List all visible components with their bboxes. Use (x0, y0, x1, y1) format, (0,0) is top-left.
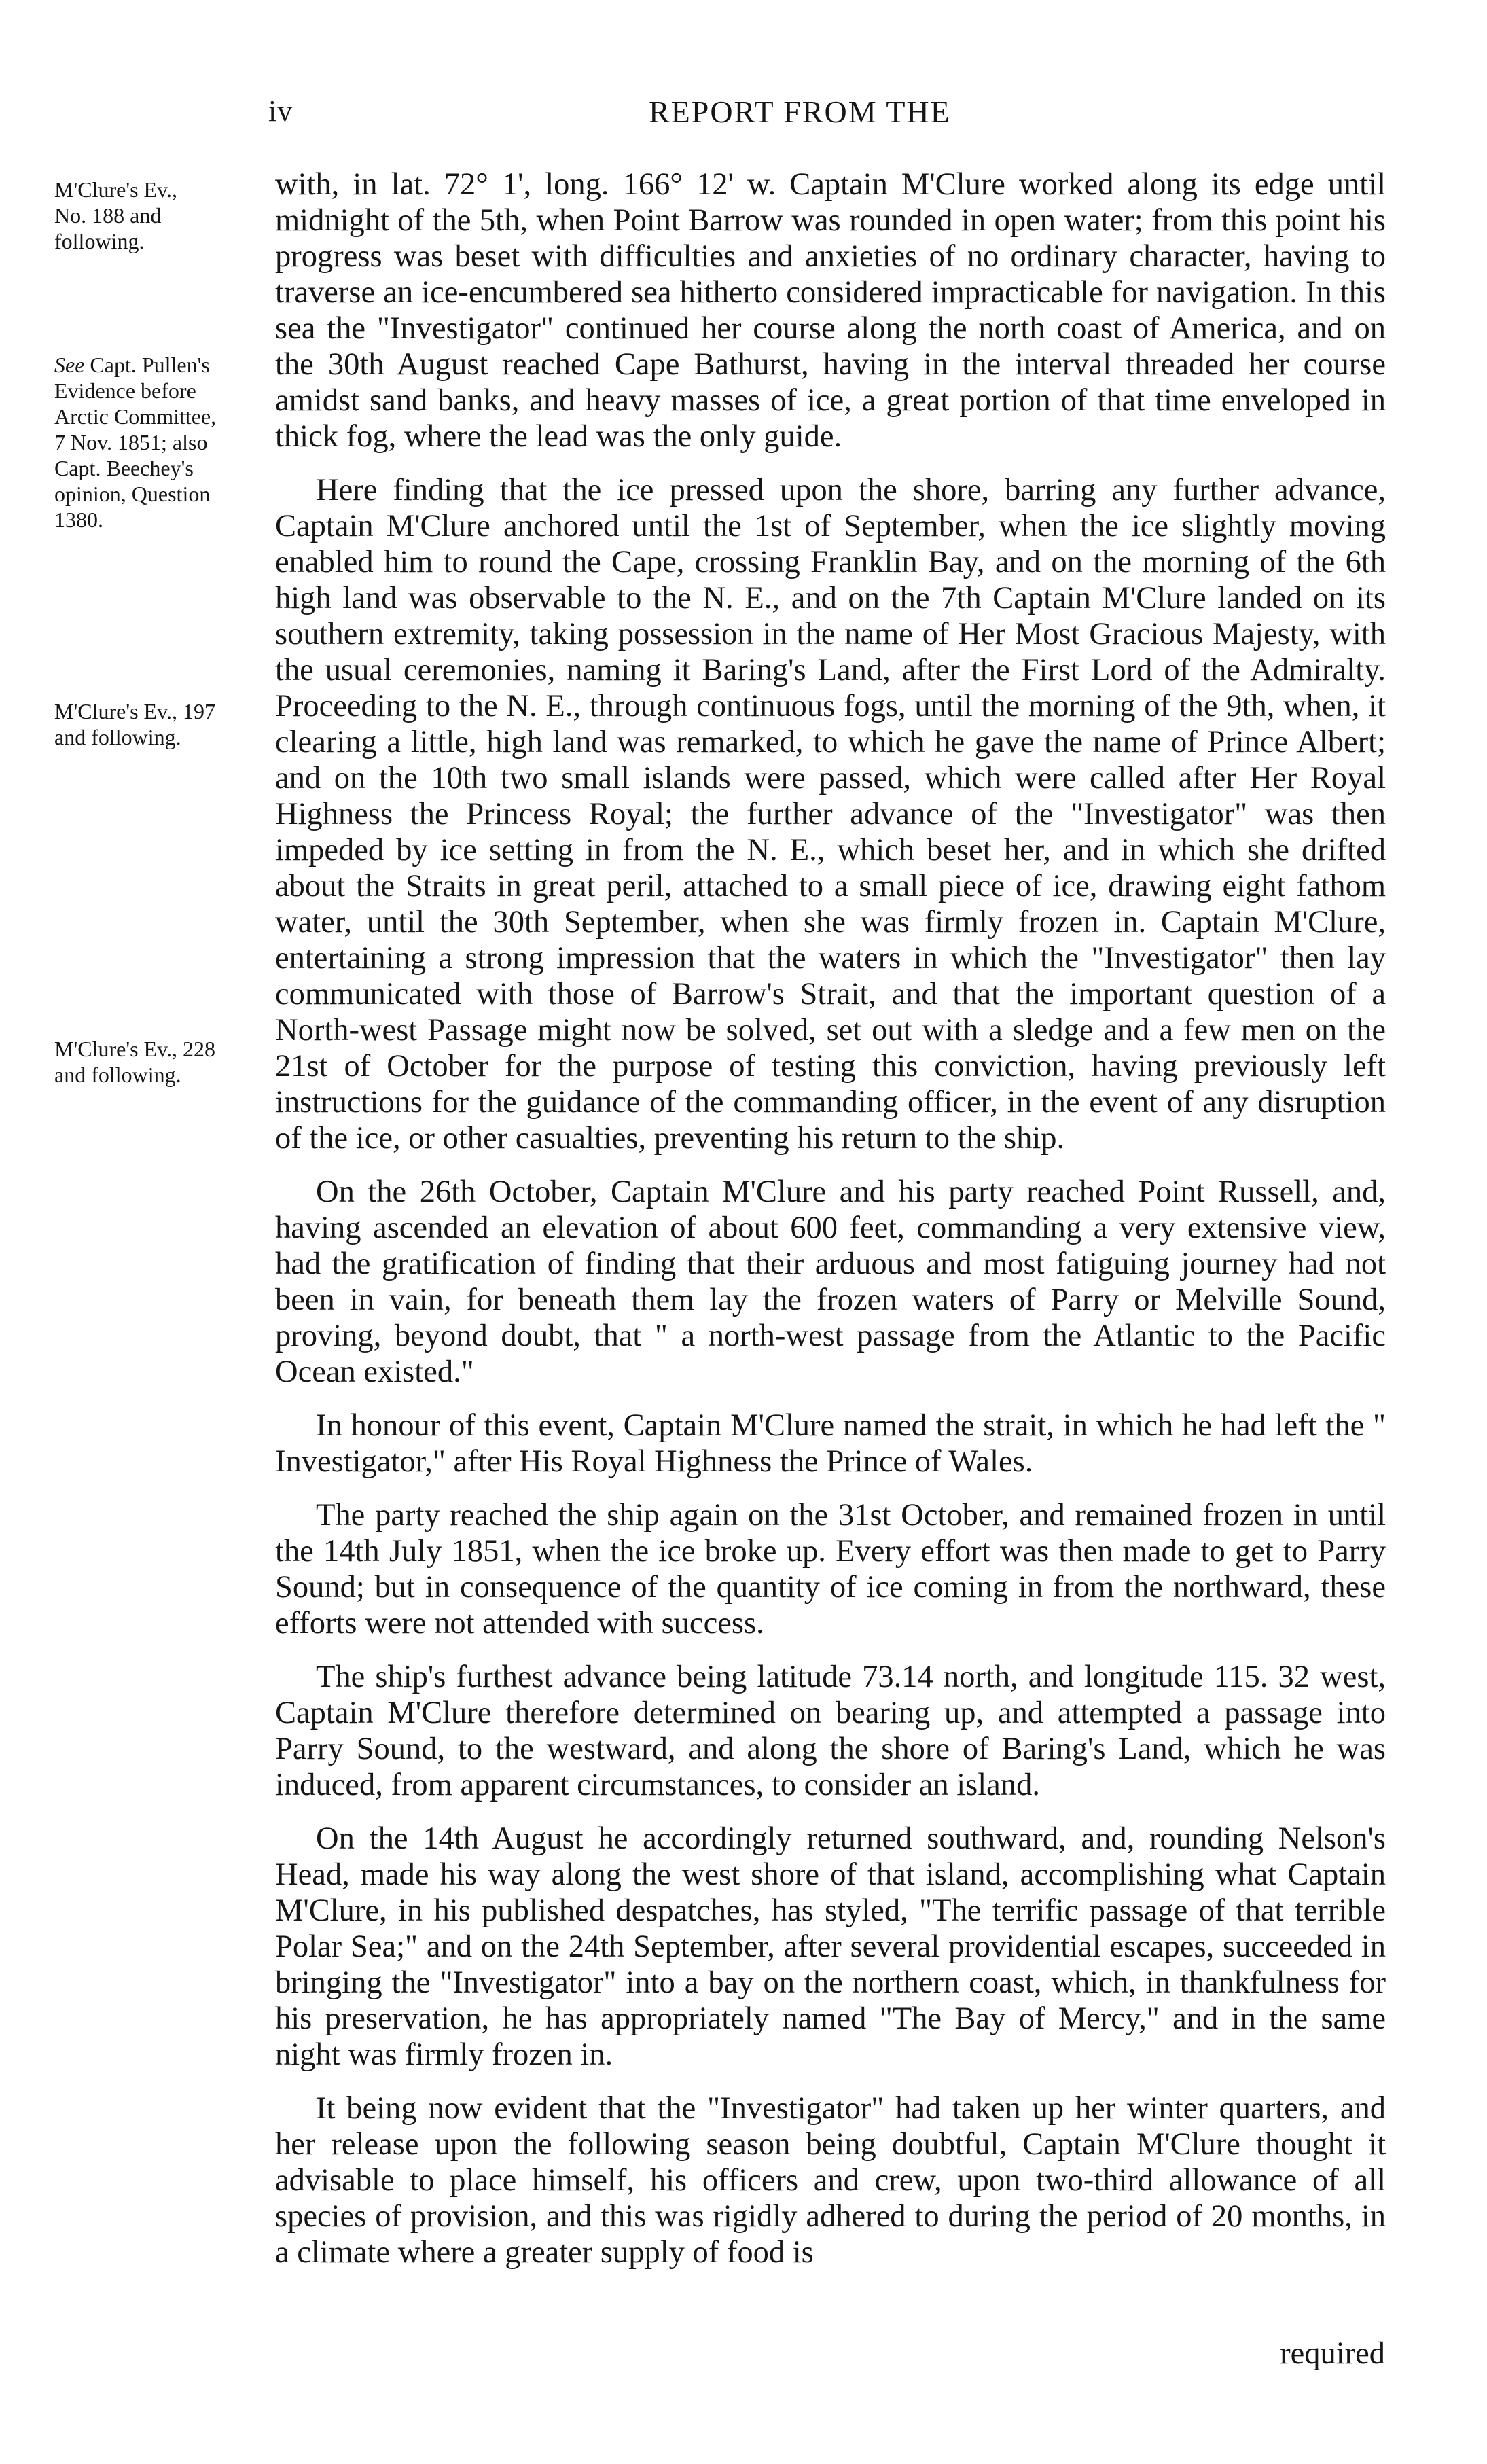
margin-note (54, 698, 272, 750)
margin-note-line: Evidence before (54, 378, 196, 403)
paragraph: It being now evident that the "Investigator" had taken up her winter quarters, and her release upon the following season being doubtful, Captain M'Clure thought it advisable to place himself, his officers and crew, upon two-third allowance of all species of provision, and this was rigidly adhered to during the period of 20 months, in a climate where a greater supply of food is (275, 2091, 1386, 2270)
page-header (268, 94, 1389, 141)
margin-note (54, 1036, 272, 1088)
paragraph: Here finding that the ice pressed upon the shore, barring any further advance, Captain M'Clure anchored until the 1st of September, when the ice slightly moving enabled him to round the Cape, crossing Franklin Bay, and on the morning of the 6th high land was observable to the N. E., and on the 7th Captain M'Clure landed on its southern extremity, taking possession in the name of Her Most Gracious Majesty, with the usual ceremonies, naming it Baring's Land, after the First Lord of the Admiralty. Proceeding to the N. E., through continuous fogs, until the morning of the 9th, when, it clearing a little, high land was remarked, to which he gave the name of Prince Albert; and on the 10th two small islands were passed, which were called after Her Royal Highness the Princess Royal; the further advance of the "Investigator" was then impeded by ice setting in from the N. E., which beset her, and in which she drifted about the Straits in great peril, attached to a small piece of ice, drawing eight fathom water, until the 30th September, when she was firmly frozen in. Captain M'Clure, entertaining a strong impression that the waters in which the "Investigator" then lay communicated with those of Barrow's Strait, and that the important question of a North-west Passage might now be solved, set out with a sledge and a few men on the 21st of October for the purpose of testing this conviction, having previously left instructions for the guidance of the commanding officer, in the event of any disruption of the ice, or other casualties, preventing his return to the ship. (275, 473, 1386, 1156)
catchword: required (1280, 2336, 1385, 2371)
running-head: REPORT FROM THE (649, 94, 951, 129)
margin-note (54, 177, 272, 254)
paragraph: The party reached the ship again on the 31st October, and remained frozen in until the 14th July 1851, when the ice broke up. Every effort was then made to get to Parry Sound; but in consequence of the quantity of ice coming in from the northward, these efforts were not attended with success. (275, 1498, 1386, 1641)
margin-note-line: M'Clure's Ev., 228 (54, 1037, 215, 1061)
paragraph: The ship's furthest advance being latitude 73.14 north, and longitude 115. 32 west, Captain M'Clure therefore determined on bearing up, and attempted a passage into Parry Sound, to the westward, and along the shore of Baring's Land, which he was induced, from apparent circumstances, to consider an island. (275, 1660, 1386, 1802)
margin-note-line: 1380. (54, 507, 103, 532)
margin-note-line: M'Clure's Ev., (54, 177, 177, 202)
body-text (275, 166, 1386, 2270)
margin-note-text: Capt. Pullen's (90, 353, 210, 377)
margin-note-italic: See (54, 353, 85, 377)
margin-note (54, 352, 272, 533)
margin-note-line: No. 188 and (54, 203, 162, 228)
paragraph: with, in lat. 72° 1', long. 166° 12' w. Captain M'Clure worked along its edge until midnight of the 5th, when Point Barrow was rounded in open water; from this point his progress was beset with difficulties and anxieties of no ordinary character, having to traverse an ice-encumbered sea hitherto considered impracticable for navigation. In this sea the "Investigator" continued her course along the north coast of America, and on the 30th August reached Cape Bathurst, having in the interval threaded her course amidst sand banks, and heavy masses of ice, a great portion of that time enveloped in thick fog, where the lead was the only guide. (275, 167, 1386, 454)
margin-note-line: and following. (54, 1063, 181, 1087)
page-number: iv (268, 94, 293, 128)
margin-note-line: Capt. Beechey's (54, 456, 194, 480)
margin-note-line: M'Clure's Ev., 197 (54, 699, 215, 724)
paragraph: On the 26th October, Captain M'Clure and his party reached Point Russell, and, having ascended an elevation of about 600 feet, commanding a very extensive view, had the gratification of finding that their arduous and most fatiguing journey had not been in vain, for beneath them lay the frozen waters of Parry or Melville Sound, proving, beyond doubt, that " a north-west passage from the Atlantic to the Pacific Ocean existed." (275, 1175, 1386, 1389)
paragraph: In honour of this event, Captain M'Clure named the strait, in which he had left the " Investigator," after His Royal Highness the Prince of Wales. (275, 1408, 1386, 1479)
margin-note-line (54, 352, 272, 378)
paragraph: On the 14th August he accordingly returned southward, and, rounding Nelson's Head, made his way along the west shore of that island, accomplishing what Captain M'Clure, in his published despatches, has styled, "The terrific passage of that terrible Polar Sea;" and on the 24th September, after several providential escapes, succeeded in bringing the "Investigator" into a bay on the northern coast, which, in thankfulness for his preservation, he has appropriately named "The Bay of Mercy," and in the same night was firmly frozen in. (275, 1821, 1386, 2072)
margin-note-line: and following. (54, 725, 181, 749)
margin-note-line: 7 Nov. 1851; also (54, 430, 208, 454)
margin-note-line: Arctic Committee, (54, 404, 217, 429)
margin-note-line: opinion, Question (54, 482, 211, 506)
margin-note-line: following. (54, 229, 145, 253)
